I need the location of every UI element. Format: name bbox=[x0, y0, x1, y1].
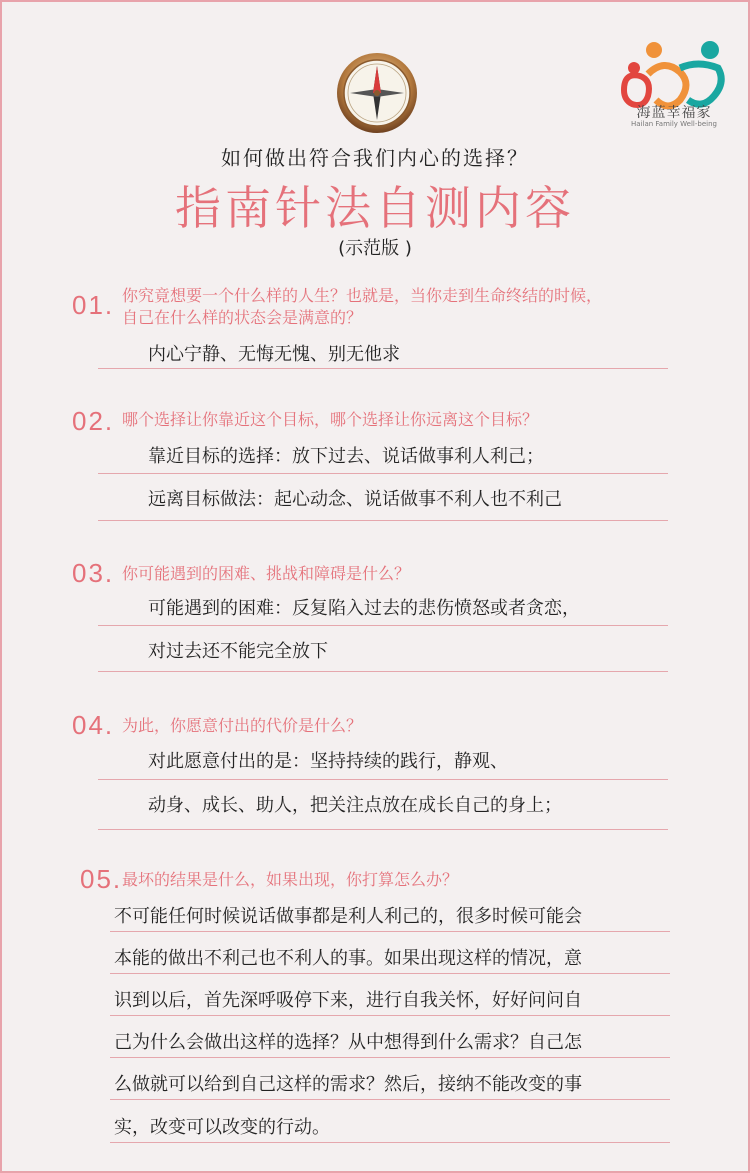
section-answer: 可能遇到的困难：反复陷入过去的悲伤愤怒或者贪恋， bbox=[148, 598, 580, 619]
section-question: 最坏的结果是什么，如果出现，你打算怎么办？ bbox=[122, 870, 459, 889]
question-line: 自己在什么样的状态会是满意的？ bbox=[122, 308, 363, 327]
section-answer: 远离目标做法：起心动念、说话做事不利人也不利己 bbox=[148, 489, 562, 510]
answer-underline bbox=[110, 1057, 670, 1058]
answer-underline bbox=[110, 1015, 670, 1016]
section-answer: 实，改变可以改变的行动。 bbox=[114, 1117, 330, 1138]
section-answer: 对此愿意付出的是：坚持持续的践行，静观、 bbox=[148, 751, 508, 772]
answer-underline bbox=[110, 973, 670, 974]
section-answer: 不可能任何时候说话做事都是利人利己的，很多时候可能会 bbox=[114, 906, 582, 927]
section-answer: 么做就可以给到自己这样的需求？然后，接纳不能改变的事 bbox=[114, 1074, 582, 1095]
section-question bbox=[122, 285, 602, 329]
answer-underline bbox=[110, 1142, 670, 1143]
answer-underline bbox=[110, 931, 670, 932]
answer-underline bbox=[98, 829, 668, 830]
section-answer: 动身、成长、助人，把关注点放在成长自己的身上； bbox=[148, 795, 562, 816]
compass-icon bbox=[336, 52, 418, 134]
page-title: 指南针法自测内容 bbox=[175, 181, 575, 235]
answer-underline bbox=[98, 625, 668, 626]
section-answer: 己为什么会做出这样的选择？从中想得到什么需求？自己怎 bbox=[114, 1032, 582, 1053]
section-answer: 对过去还不能完全放下 bbox=[148, 641, 328, 662]
edition-label: (示范版 ) bbox=[338, 238, 412, 259]
answer-underline bbox=[98, 368, 668, 369]
answer-underline bbox=[98, 671, 668, 672]
answer-underline bbox=[98, 520, 668, 521]
answer-underline bbox=[110, 1099, 670, 1100]
section-number: 01. bbox=[72, 290, 115, 320]
answer-underline bbox=[98, 473, 668, 474]
section-number: 03. bbox=[72, 558, 115, 588]
section-answer: 识到以后，首先深呼吸停下来，进行自我关怀，好好问问自 bbox=[114, 990, 582, 1011]
logo-chinese-name: 海蓝幸福家 bbox=[636, 105, 712, 121]
section-question: 为此，你愿意付出的代价是什么？ bbox=[122, 716, 363, 735]
page-subtitle: 如何做出符合我们内心的选择？ bbox=[221, 146, 529, 170]
answer-underline bbox=[98, 779, 668, 780]
section-question: 哪个选择让你靠近这个目标，哪个选择让你远离这个目标？ bbox=[122, 410, 539, 429]
section-number: 04. bbox=[72, 710, 115, 740]
logo-english-name: Hailan Family Well-being bbox=[631, 120, 717, 128]
question-line: 你究竟想要一个什么样的人生？也就是，当你走到生命终结的时候， bbox=[122, 286, 603, 305]
section-number: 02. bbox=[72, 406, 115, 436]
section-number: 05. bbox=[80, 864, 123, 894]
section-answer: 内心宁静、无悔无愧、别无他求 bbox=[148, 344, 400, 365]
section-answer: 本能的做出不利己也不利人的事。如果出现这样的情况，意 bbox=[114, 948, 582, 969]
section-question: 你可能遇到的困难、挑战和障碍是什么？ bbox=[122, 564, 411, 583]
section-answer: 靠近目标的选择：放下过去、说话做事利人利己； bbox=[148, 446, 544, 467]
